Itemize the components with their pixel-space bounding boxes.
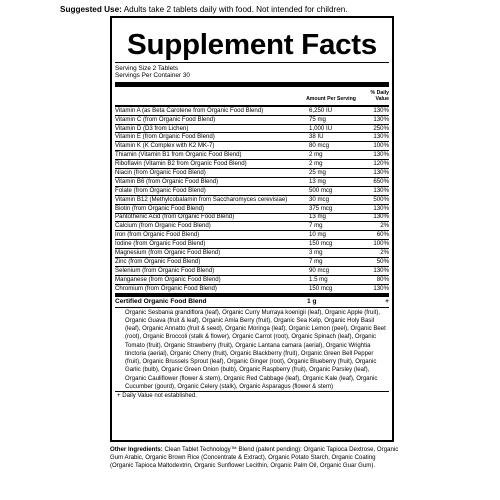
footnote: + Daily Value not established. [117,392,198,400]
table-row [115,249,389,258]
amount-header: Amount Per Serving [306,96,356,103]
nutrient-dv: 650% [373,177,389,185]
nutrient-name: Folate (from Organic Food Blend) [115,186,206,194]
blend-name: Certified Organic Food Blend [115,298,207,306]
table-row [115,267,389,276]
nutrient-amount: 7 mg [309,257,323,265]
nutrient-amount: 38 IU [309,133,324,141]
table-row [115,222,389,231]
nutrient-amount: 150 mcg [309,284,333,292]
nutrient-amount: 375 mcg [309,204,333,212]
nutrient-amount: 7 mg [309,222,323,230]
nutrient-amount: 6,250 IU [309,106,333,114]
serving-size: Serving Size 2 Tablets [115,65,179,72]
other-ingredients-label: Other Ingredients: [110,446,163,453]
nutrient-name: Chromium (from Organic Food Blend) [115,284,217,292]
nutrient-amount: 30 mcg [309,195,329,203]
suggested-use [60,5,450,15]
table-row [115,214,389,223]
serving-info [115,63,389,80]
nutrient-dv: 60% [376,231,389,239]
nutrient-dv: 130% [373,169,389,176]
nutrient-name: Vitamin K (K Complex with K2 MK-7) [115,142,215,150]
nutrient-name: Thiamin (Vitamin B1 from Organic Food Blend) [115,151,242,159]
panel-title: Supplement Facts [127,29,377,61]
table-row [115,276,389,285]
nutrient-amount: 1,000 IU [309,124,333,132]
nutrient-name: Niacin (from Organic Food Blend) [115,169,206,176]
nutrient-name: Selenium (from Organic Food Blend) [115,266,215,274]
nutrient-name: Magnesium (from Organic Food Blend) [115,249,221,257]
table-row [115,133,389,142]
blend-dv: + [385,298,389,306]
nutrient-dv: 130% [373,266,389,274]
nutrient-dv: 100% [373,142,389,150]
nutrient-amount: 1.5 mg [309,275,328,283]
nutrient-dv: 80% [376,275,389,283]
nutrient-name: Vitamin C (from Organic Food Blend) [115,115,216,123]
table-row [115,178,389,187]
nutrient-dv: 120% [373,160,389,168]
nutrient-dv: 250% [373,124,389,132]
nutrient-amount: 13 mg [309,177,326,185]
table-row [115,125,389,134]
suggested-use-text: Adults take 2 tablets daily with food. Not intended for children. [123,5,348,14]
table-row [115,169,389,178]
table-row [115,205,389,214]
table-row [115,240,389,249]
other-ingredients [110,446,400,470]
table-row [115,187,389,196]
nutrient-name: Zinc (from Organic Food Blend) [115,257,201,265]
table-row [115,107,389,116]
other-ingredients-text: Clean Tablet Technology™ Blend (patent pending): Organic Tapioca Dextrose, Organic Gum Arabic, Organic Brown Rice (Concentrate & Extract), Organic Potato Starch, Organic Coating (Organic Tapioca Maltodextrin, Organic Sunflower Lecithin, Organic Palm Oil, Organic Guar Gum). [110,446,399,469]
table-row [115,231,389,240]
supplement-facts-panel [110,16,394,442]
blend-row [115,297,389,307]
nutrient-amount: 3 mg [309,249,323,257]
table-row [115,142,389,151]
nutrient-name: Riboflavin (Vitamin B2 from Organic Food Blend) [115,160,247,168]
table-row [115,258,389,267]
nutrient-dv: 130% [373,213,389,221]
servings-per-container: Servings Per Container 30 [115,72,190,80]
nutrient-amount: 80 mcg [309,142,329,150]
nutrient-name: Biotin (from Organic Food Blend) [115,204,205,212]
nutrient-amount: 13 mg [309,213,326,221]
nutrient-name: Vitamin B12 (Methylcobalamin from Saccharomyces cerevisiae) [115,195,288,203]
dv-header: % Daily Value [370,90,389,103]
nutrient-name: Iodine (from Organic Food Blend) [115,240,206,248]
nutrient-amount: 90 mcg [309,266,329,274]
table-row [115,151,389,160]
nutrient-dv: 130% [373,284,389,292]
nutrient-dv: 2% [380,222,389,230]
nutrient-amount: 2 mg [309,160,323,168]
nutrient-name: Vitamin E (from Organic Food Blend) [115,133,215,141]
nutrient-amount: 500 mcg [309,186,333,194]
nutrient-amount: 25 mg [309,169,326,176]
nutrient-dv: 130% [373,106,389,114]
nutrient-dv: 50% [376,257,389,265]
table-row [115,160,389,169]
column-header [115,87,389,103]
nutrient-amount: 2 mg [309,151,323,159]
nutrient-amount: 75 mg [309,115,326,123]
nutrient-amount: 10 mg [309,231,326,239]
nutrient-name: Vitamin B6 (from Organic Food Blend) [115,177,219,185]
nutrient-dv: 500% [373,195,389,203]
table-row [115,196,389,205]
table-row [115,116,389,125]
suggested-use-label: Suggested Use: [60,5,122,14]
nutrient-amount: 150 mcg [309,240,333,248]
nutrient-dv: 100% [373,240,389,248]
nutrient-dv: 130% [373,115,389,123]
blend-ingredients: Organic Sesbania grandiflora (leaf), Organic Curry Murraya koenigii (leaf), Organic Apple (fruit), Organic Guava (fruit & leaf), Organic Amla Berry (fruit), Organic Sea Kelp, Organic Holy Basil (leaf), Organic Annatto (fruit & seed), Organic Moringa (leaf), Organic Lemon (peel), Organic Beet (root), Organic Broccoli (stalk & flower), Organic Carrot (root), Organic Spinach (leaf), Organic Tomato (fruit), Organic Strawberry (fruit), Organic Lantana camara (aerial), Organic Wrightia tinctoria (aerial), Organic Cherry (fruit), Organic Blackberry (fruit), Organic Green Bell Pepper (fruit), Organic Brussels Sprout (leaf), Organic Ginger (root), Organic Blueberry (fruit), Organic Garlic (bulb), Organic Green Onion (bulb), Organic Raspberry (fruit), Organic Parsley (leaf), Organic Cauliflower (flower & stem), Organic Red Cabbage (leaf), Organic Kale (leaf), Organic Cucumber (gourd), Organic Celery (stalk), Organic Asparagus (flower & stem) [125,309,386,390]
table-row [115,285,389,294]
nutrient-name: Manganese (from Organic Food Blend) [115,275,221,283]
nutrient-dv: 130% [373,151,389,159]
nutrient-table [115,107,389,294]
nutrient-name: Iron (from Organic Food Blend) [115,231,200,239]
nutrient-dv: 130% [373,186,389,194]
nutrient-name: Vitamin D (D3 from Lichen) [115,124,189,132]
nutrient-dv: 2% [380,249,389,257]
nutrient-name: Calcium (from Organic Food Blend) [115,222,211,230]
nutrient-name: Vitamin A (as Beta Carotene from Organic Food Blend) [115,106,264,114]
nutrient-name: Pantothenic Acid (from Organic Food Blend) [115,213,235,221]
nutrient-dv: 130% [373,133,389,141]
blend-amount: 1 g [307,298,317,306]
nutrient-dv: 130% [373,204,389,212]
